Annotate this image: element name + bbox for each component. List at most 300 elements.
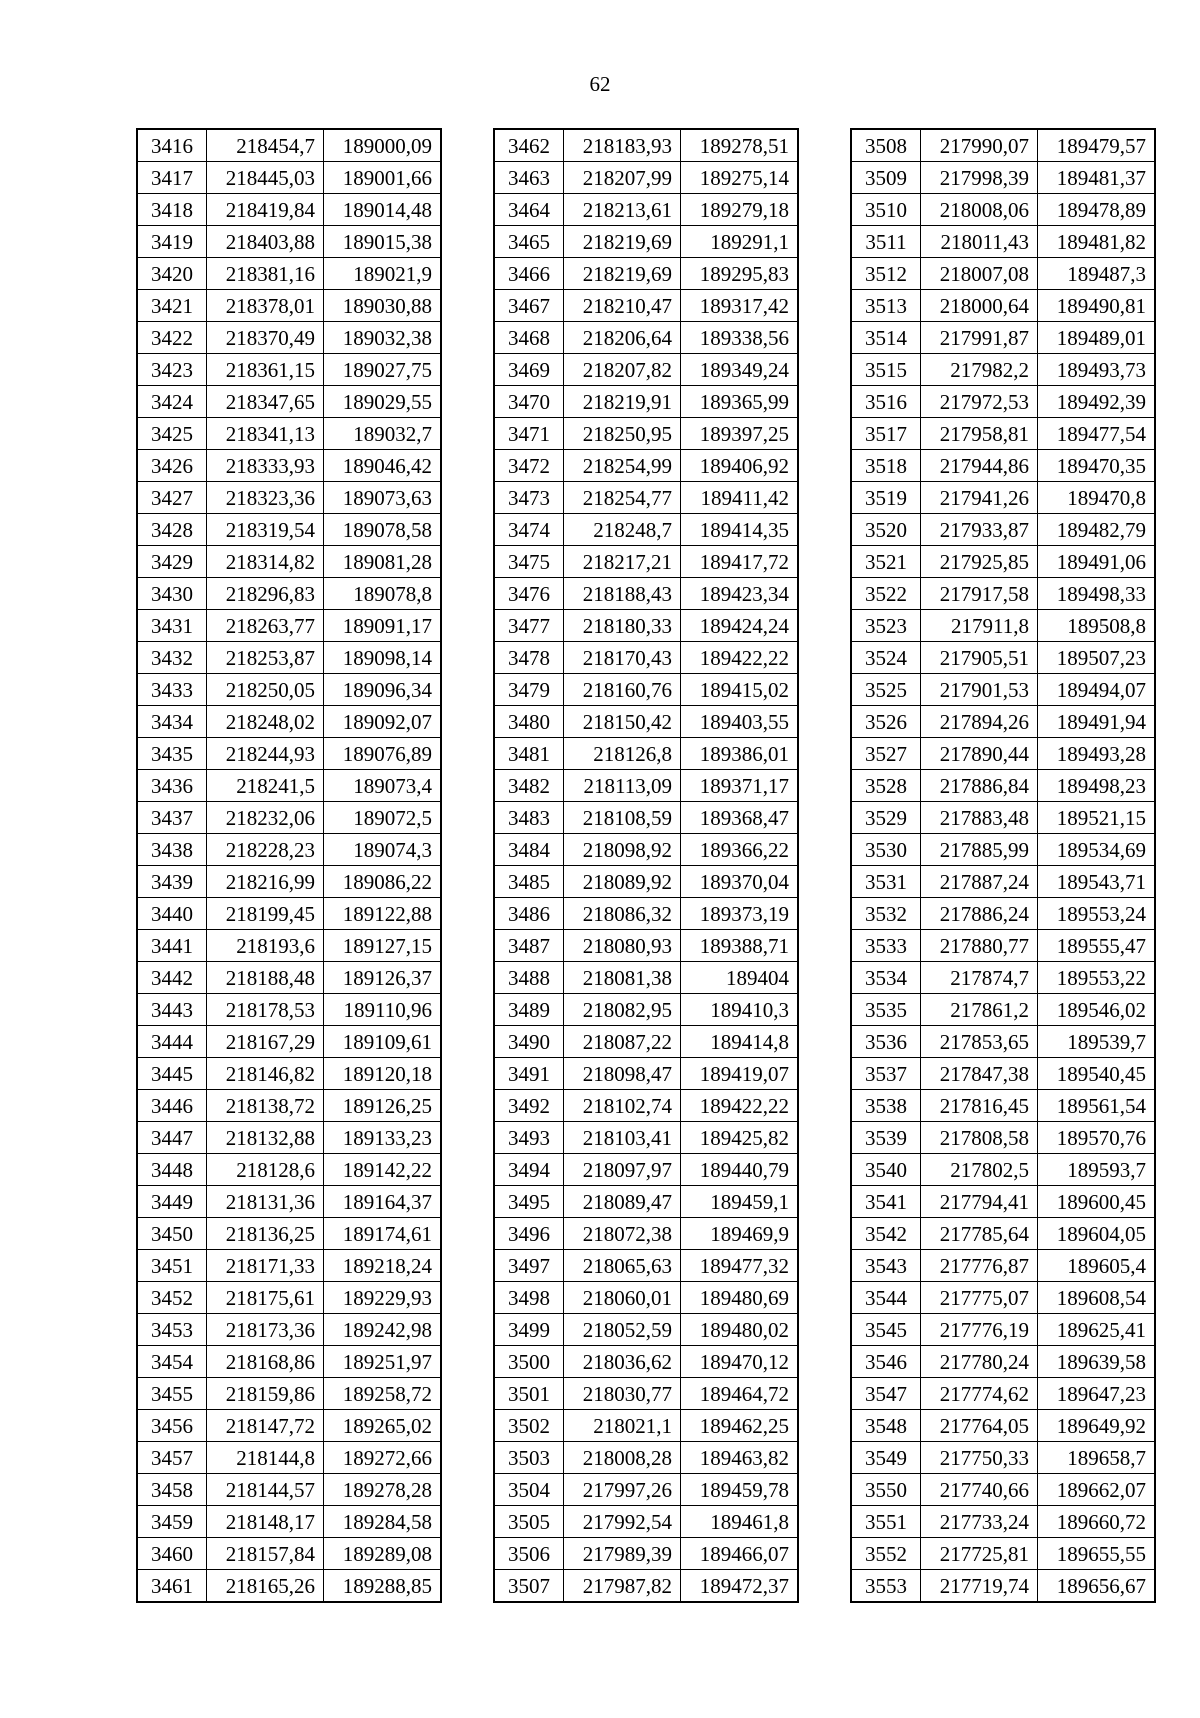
- point-number-cell: 3546: [851, 1346, 921, 1378]
- point-number-cell: 3467: [494, 290, 564, 322]
- y-coordinate-cell: 189462,25: [681, 1410, 799, 1442]
- table-row: [851, 386, 1155, 418]
- x-coordinate-cell: 218173,36: [207, 1314, 324, 1346]
- x-coordinate-cell: 218263,77: [207, 610, 324, 642]
- table-row: [851, 1250, 1155, 1282]
- point-number-cell: 3499: [494, 1314, 564, 1346]
- y-coordinate-cell: 189218,24: [324, 1250, 442, 1282]
- point-number-cell: 3491: [494, 1058, 564, 1090]
- y-coordinate-cell: 189414,35: [681, 514, 799, 546]
- table-row: [494, 1282, 798, 1314]
- table-row: [137, 1218, 441, 1250]
- x-coordinate-cell: 218454,7: [207, 129, 324, 162]
- point-number-cell: 3543: [851, 1250, 921, 1282]
- y-coordinate-cell: 189403,55: [681, 706, 799, 738]
- y-coordinate-cell: 189417,72: [681, 546, 799, 578]
- table-row: [494, 1410, 798, 1442]
- x-coordinate-cell: 218167,29: [207, 1026, 324, 1058]
- point-number-cell: 3421: [137, 290, 207, 322]
- table-row: [137, 1346, 441, 1378]
- y-coordinate-cell: 189539,7: [1038, 1026, 1156, 1058]
- x-coordinate-cell: 218052,59: [564, 1314, 681, 1346]
- table-row: [494, 290, 798, 322]
- table-row: [137, 738, 441, 770]
- y-coordinate-cell: 189481,37: [1038, 162, 1156, 194]
- point-number-cell: 3419: [137, 226, 207, 258]
- y-coordinate-cell: 189470,8: [1038, 482, 1156, 514]
- table-row: [494, 1538, 798, 1570]
- table-row: [494, 1186, 798, 1218]
- table-row: [494, 354, 798, 386]
- x-coordinate-cell: 218370,49: [207, 322, 324, 354]
- table-row: [851, 674, 1155, 706]
- table-row: [851, 1442, 1155, 1474]
- table-row: [137, 962, 441, 994]
- y-coordinate-cell: 189397,25: [681, 418, 799, 450]
- table-row: [851, 610, 1155, 642]
- point-number-cell: 3483: [494, 802, 564, 834]
- point-number-cell: 3510: [851, 194, 921, 226]
- y-coordinate-cell: 189507,23: [1038, 642, 1156, 674]
- point-number-cell: 3517: [851, 418, 921, 450]
- point-number-cell: 3476: [494, 578, 564, 610]
- table-row: [494, 930, 798, 962]
- point-number-cell: 3519: [851, 482, 921, 514]
- table-row: [137, 1154, 441, 1186]
- table-row: [137, 482, 441, 514]
- table-row: [137, 1250, 441, 1282]
- x-coordinate-cell: 218419,84: [207, 194, 324, 226]
- y-coordinate-cell: 189555,47: [1038, 930, 1156, 962]
- point-number-cell: 3447: [137, 1122, 207, 1154]
- x-coordinate-cell: 218126,8: [564, 738, 681, 770]
- x-coordinate-cell: 218008,06: [921, 194, 1038, 226]
- x-coordinate-cell: 218219,91: [564, 386, 681, 418]
- table-row: [494, 1346, 798, 1378]
- table-row: [851, 482, 1155, 514]
- y-coordinate-cell: 189415,02: [681, 674, 799, 706]
- x-coordinate-cell: 217719,74: [921, 1570, 1038, 1603]
- y-coordinate-cell: 189605,4: [1038, 1250, 1156, 1282]
- y-coordinate-cell: 189110,96: [324, 994, 442, 1026]
- table-row: [137, 610, 441, 642]
- table-row: [851, 642, 1155, 674]
- x-coordinate-cell: 218170,43: [564, 642, 681, 674]
- table-row: [851, 194, 1155, 226]
- table-row: [137, 1410, 441, 1442]
- point-number-cell: 3457: [137, 1442, 207, 1474]
- y-coordinate-cell: 189126,37: [324, 962, 442, 994]
- y-coordinate-cell: 189656,67: [1038, 1570, 1156, 1603]
- x-coordinate-cell: 217992,54: [564, 1506, 681, 1538]
- point-number-cell: 3434: [137, 706, 207, 738]
- y-coordinate-cell: 189000,09: [324, 129, 442, 162]
- y-coordinate-cell: 189015,38: [324, 226, 442, 258]
- point-number-cell: 3452: [137, 1282, 207, 1314]
- y-coordinate-cell: 189288,85: [324, 1570, 442, 1603]
- y-coordinate-cell: 189092,07: [324, 706, 442, 738]
- y-coordinate-cell: 189658,7: [1038, 1442, 1156, 1474]
- x-coordinate-cell: 218087,22: [564, 1026, 681, 1058]
- point-number-cell: 3478: [494, 642, 564, 674]
- table-row: [494, 482, 798, 514]
- point-number-cell: 3482: [494, 770, 564, 802]
- table-row: [494, 642, 798, 674]
- table-row: [137, 1314, 441, 1346]
- point-number-cell: 3533: [851, 930, 921, 962]
- y-coordinate-cell: 189174,61: [324, 1218, 442, 1250]
- table-row: [851, 1346, 1155, 1378]
- point-number-cell: 3526: [851, 706, 921, 738]
- point-number-cell: 3503: [494, 1442, 564, 1474]
- y-coordinate-cell: 189490,81: [1038, 290, 1156, 322]
- y-coordinate-cell: 189414,8: [681, 1026, 799, 1058]
- x-coordinate-cell: 218132,88: [207, 1122, 324, 1154]
- y-coordinate-cell: 189419,07: [681, 1058, 799, 1090]
- x-coordinate-cell: 218082,95: [564, 994, 681, 1026]
- table-row: [851, 578, 1155, 610]
- x-coordinate-cell: 218021,1: [564, 1410, 681, 1442]
- x-coordinate-cell: 218081,38: [564, 962, 681, 994]
- table-row: [851, 514, 1155, 546]
- table-row: [851, 994, 1155, 1026]
- y-coordinate-cell: 189370,04: [681, 866, 799, 898]
- x-coordinate-cell: 218175,61: [207, 1282, 324, 1314]
- table-row: [494, 194, 798, 226]
- y-coordinate-cell: 189508,8: [1038, 610, 1156, 642]
- table-row: [494, 546, 798, 578]
- y-coordinate-cell: 189470,12: [681, 1346, 799, 1378]
- x-coordinate-cell: 218072,38: [564, 1218, 681, 1250]
- table-row: [137, 162, 441, 194]
- x-coordinate-cell: 218254,77: [564, 482, 681, 514]
- point-number-cell: 3418: [137, 194, 207, 226]
- y-coordinate-cell: 189655,55: [1038, 1538, 1156, 1570]
- y-coordinate-cell: 189647,23: [1038, 1378, 1156, 1410]
- table-row: [494, 578, 798, 610]
- table-row: [851, 354, 1155, 386]
- point-number-cell: 3541: [851, 1186, 921, 1218]
- x-coordinate-cell: 217847,38: [921, 1058, 1038, 1090]
- point-number-cell: 3468: [494, 322, 564, 354]
- table-row: [851, 866, 1155, 898]
- point-number-cell: 3501: [494, 1378, 564, 1410]
- x-coordinate-cell: 217802,5: [921, 1154, 1038, 1186]
- point-number-cell: 3527: [851, 738, 921, 770]
- coordinate-table-1: [136, 128, 442, 1603]
- table-row: [137, 1538, 441, 1570]
- point-number-cell: 3465: [494, 226, 564, 258]
- x-coordinate-cell: 218148,17: [207, 1506, 324, 1538]
- table-row: [851, 962, 1155, 994]
- y-coordinate-cell: 189242,98: [324, 1314, 442, 1346]
- x-coordinate-cell: 218102,74: [564, 1090, 681, 1122]
- x-coordinate-cell: 218147,72: [207, 1410, 324, 1442]
- point-number-cell: 3417: [137, 162, 207, 194]
- y-coordinate-cell: 189142,22: [324, 1154, 442, 1186]
- table-row: [137, 674, 441, 706]
- y-coordinate-cell: 189074,3: [324, 834, 442, 866]
- table-row: [851, 162, 1155, 194]
- y-coordinate-cell: 189461,8: [681, 1506, 799, 1538]
- y-coordinate-cell: 189032,38: [324, 322, 442, 354]
- point-number-cell: 3550: [851, 1474, 921, 1506]
- point-number-cell: 3507: [494, 1570, 564, 1603]
- y-coordinate-cell: 189570,76: [1038, 1122, 1156, 1154]
- x-coordinate-cell: 217764,05: [921, 1410, 1038, 1442]
- y-coordinate-cell: 189278,51: [681, 129, 799, 162]
- point-number-cell: 3423: [137, 354, 207, 386]
- table-row: [494, 834, 798, 866]
- point-number-cell: 3463: [494, 162, 564, 194]
- y-coordinate-cell: 189489,01: [1038, 322, 1156, 354]
- point-number-cell: 3508: [851, 129, 921, 162]
- point-number-cell: 3497: [494, 1250, 564, 1282]
- x-coordinate-cell: 218178,53: [207, 994, 324, 1026]
- y-coordinate-cell: 189081,28: [324, 546, 442, 578]
- point-number-cell: 3538: [851, 1090, 921, 1122]
- point-number-cell: 3532: [851, 898, 921, 930]
- x-coordinate-cell: 218323,36: [207, 482, 324, 514]
- x-coordinate-cell: 217886,24: [921, 898, 1038, 930]
- x-coordinate-cell: 218146,82: [207, 1058, 324, 1090]
- point-number-cell: 3422: [137, 322, 207, 354]
- x-coordinate-cell: 218248,7: [564, 514, 681, 546]
- x-coordinate-cell: 217861,2: [921, 994, 1038, 1026]
- table-row: [494, 1474, 798, 1506]
- y-coordinate-cell: 189021,9: [324, 258, 442, 290]
- x-coordinate-cell: 218347,65: [207, 386, 324, 418]
- x-coordinate-cell: 217887,24: [921, 866, 1038, 898]
- table-row: [137, 129, 441, 162]
- y-coordinate-cell: 189349,24: [681, 354, 799, 386]
- point-number-cell: 3500: [494, 1346, 564, 1378]
- y-coordinate-cell: 189492,39: [1038, 386, 1156, 418]
- point-number-cell: 3455: [137, 1378, 207, 1410]
- y-coordinate-cell: 189472,37: [681, 1570, 799, 1603]
- point-number-cell: 3439: [137, 866, 207, 898]
- table-row: [137, 866, 441, 898]
- point-number-cell: 3480: [494, 706, 564, 738]
- point-number-cell: 3475: [494, 546, 564, 578]
- x-coordinate-cell: 218193,6: [207, 930, 324, 962]
- point-number-cell: 3544: [851, 1282, 921, 1314]
- table-row: [494, 258, 798, 290]
- y-coordinate-cell: 189422,22: [681, 642, 799, 674]
- point-number-cell: 3504: [494, 1474, 564, 1506]
- y-coordinate-cell: 189265,02: [324, 1410, 442, 1442]
- table-row: [137, 194, 441, 226]
- table-row: [494, 1506, 798, 1538]
- point-number-cell: 3464: [494, 194, 564, 226]
- table-row: [137, 418, 441, 450]
- y-coordinate-cell: 189295,83: [681, 258, 799, 290]
- x-coordinate-cell: 218180,33: [564, 610, 681, 642]
- y-coordinate-cell: 189459,78: [681, 1474, 799, 1506]
- x-coordinate-cell: 217990,07: [921, 129, 1038, 162]
- table-row: [851, 226, 1155, 258]
- y-coordinate-cell: 189251,97: [324, 1346, 442, 1378]
- table-row: [851, 418, 1155, 450]
- x-coordinate-cell: 217874,7: [921, 962, 1038, 994]
- x-coordinate-cell: 218210,47: [564, 290, 681, 322]
- table-row: [851, 930, 1155, 962]
- point-number-cell: 3487: [494, 930, 564, 962]
- point-number-cell: 3545: [851, 1314, 921, 1346]
- table-row: [137, 1378, 441, 1410]
- x-coordinate-cell: 218188,48: [207, 962, 324, 994]
- table-row: [851, 834, 1155, 866]
- table-row: [137, 258, 441, 290]
- x-coordinate-cell: 217780,24: [921, 1346, 1038, 1378]
- table-row: [494, 418, 798, 450]
- table-row: [851, 1538, 1155, 1570]
- table-row: [137, 642, 441, 674]
- point-number-cell: 3428: [137, 514, 207, 546]
- point-number-cell: 3521: [851, 546, 921, 578]
- x-coordinate-cell: 218341,13: [207, 418, 324, 450]
- point-number-cell: 3431: [137, 610, 207, 642]
- x-coordinate-cell: 217901,53: [921, 674, 1038, 706]
- point-number-cell: 3505: [494, 1506, 564, 1538]
- x-coordinate-cell: 218060,01: [564, 1282, 681, 1314]
- point-number-cell: 3493: [494, 1122, 564, 1154]
- point-number-cell: 3461: [137, 1570, 207, 1603]
- table-row: [494, 1250, 798, 1282]
- table-row: [494, 610, 798, 642]
- table-row: [137, 834, 441, 866]
- x-coordinate-cell: 217894,26: [921, 706, 1038, 738]
- table-row: [494, 1026, 798, 1058]
- point-number-cell: 3511: [851, 226, 921, 258]
- y-coordinate-cell: 189493,73: [1038, 354, 1156, 386]
- y-coordinate-cell: 189423,34: [681, 578, 799, 610]
- y-coordinate-cell: 189388,71: [681, 930, 799, 962]
- y-coordinate-cell: 189540,45: [1038, 1058, 1156, 1090]
- y-coordinate-cell: 189126,25: [324, 1090, 442, 1122]
- y-coordinate-cell: 189649,92: [1038, 1410, 1156, 1442]
- y-coordinate-cell: 189073,4: [324, 770, 442, 802]
- x-coordinate-cell: 218228,23: [207, 834, 324, 866]
- x-coordinate-cell: 217808,58: [921, 1122, 1038, 1154]
- point-number-cell: 3450: [137, 1218, 207, 1250]
- x-coordinate-cell: 218165,26: [207, 1570, 324, 1603]
- y-coordinate-cell: 189660,72: [1038, 1506, 1156, 1538]
- point-number-cell: 3528: [851, 770, 921, 802]
- y-coordinate-cell: 189127,15: [324, 930, 442, 962]
- y-coordinate-cell: 189368,47: [681, 802, 799, 834]
- y-coordinate-cell: 189494,07: [1038, 674, 1156, 706]
- table-row: [851, 1090, 1155, 1122]
- point-number-cell: 3454: [137, 1346, 207, 1378]
- x-coordinate-cell: 218086,32: [564, 898, 681, 930]
- x-coordinate-cell: 218216,99: [207, 866, 324, 898]
- point-number-cell: 3513: [851, 290, 921, 322]
- x-coordinate-cell: 217886,84: [921, 770, 1038, 802]
- table-row: [851, 258, 1155, 290]
- table-row: [137, 514, 441, 546]
- point-number-cell: 3522: [851, 578, 921, 610]
- y-coordinate-cell: 189076,89: [324, 738, 442, 770]
- y-coordinate-cell: 189275,14: [681, 162, 799, 194]
- y-coordinate-cell: 189464,72: [681, 1378, 799, 1410]
- y-coordinate-cell: 189229,93: [324, 1282, 442, 1314]
- y-coordinate-cell: 189410,3: [681, 994, 799, 1026]
- y-coordinate-cell: 189604,05: [1038, 1218, 1156, 1250]
- x-coordinate-cell: 217740,66: [921, 1474, 1038, 1506]
- table-row: [137, 226, 441, 258]
- point-number-cell: 3489: [494, 994, 564, 1026]
- table-row: [494, 770, 798, 802]
- x-coordinate-cell: 217905,51: [921, 642, 1038, 674]
- point-number-cell: 3459: [137, 1506, 207, 1538]
- x-coordinate-cell: 217911,8: [921, 610, 1038, 642]
- x-coordinate-cell: 218080,93: [564, 930, 681, 962]
- x-coordinate-cell: 218065,63: [564, 1250, 681, 1282]
- point-number-cell: 3481: [494, 738, 564, 770]
- table-row: [494, 1058, 798, 1090]
- y-coordinate-cell: 189098,14: [324, 642, 442, 674]
- x-coordinate-cell: 217883,48: [921, 802, 1038, 834]
- table-row: [494, 898, 798, 930]
- y-coordinate-cell: 189424,24: [681, 610, 799, 642]
- x-coordinate-cell: 217941,26: [921, 482, 1038, 514]
- table-row: [137, 450, 441, 482]
- table-row: [494, 450, 798, 482]
- point-number-cell: 3474: [494, 514, 564, 546]
- point-number-cell: 3531: [851, 866, 921, 898]
- x-coordinate-cell: 218138,72: [207, 1090, 324, 1122]
- y-coordinate-cell: 189487,3: [1038, 258, 1156, 290]
- x-coordinate-cell: 217998,39: [921, 162, 1038, 194]
- x-coordinate-cell: 218131,36: [207, 1186, 324, 1218]
- table-row: [494, 706, 798, 738]
- y-coordinate-cell: 189278,28: [324, 1474, 442, 1506]
- table-row: [851, 1154, 1155, 1186]
- table-row: [137, 386, 441, 418]
- table-row: [137, 930, 441, 962]
- y-coordinate-cell: 189122,88: [324, 898, 442, 930]
- table-row: [851, 738, 1155, 770]
- y-coordinate-cell: 189470,35: [1038, 450, 1156, 482]
- point-number-cell: 3460: [137, 1538, 207, 1570]
- x-coordinate-cell: 218144,57: [207, 1474, 324, 1506]
- x-coordinate-cell: 218250,95: [564, 418, 681, 450]
- y-coordinate-cell: 189091,17: [324, 610, 442, 642]
- y-coordinate-cell: 189279,18: [681, 194, 799, 226]
- point-number-cell: 3477: [494, 610, 564, 642]
- table-row: [137, 546, 441, 578]
- point-number-cell: 3472: [494, 450, 564, 482]
- x-coordinate-cell: 218098,92: [564, 834, 681, 866]
- x-coordinate-cell: 217725,81: [921, 1538, 1038, 1570]
- y-coordinate-cell: 189029,55: [324, 386, 442, 418]
- table-row: [494, 226, 798, 258]
- point-number-cell: 3530: [851, 834, 921, 866]
- x-coordinate-cell: 218000,64: [921, 290, 1038, 322]
- y-coordinate-cell: 189553,22: [1038, 962, 1156, 994]
- point-number-cell: 3516: [851, 386, 921, 418]
- x-coordinate-cell: 218254,99: [564, 450, 681, 482]
- table-row: [137, 1570, 441, 1603]
- point-number-cell: 3462: [494, 129, 564, 162]
- point-number-cell: 3424: [137, 386, 207, 418]
- x-coordinate-cell: 217794,41: [921, 1186, 1038, 1218]
- table-row: [137, 1090, 441, 1122]
- x-coordinate-cell: 218296,83: [207, 578, 324, 610]
- point-number-cell: 3448: [137, 1154, 207, 1186]
- table-row: [851, 1410, 1155, 1442]
